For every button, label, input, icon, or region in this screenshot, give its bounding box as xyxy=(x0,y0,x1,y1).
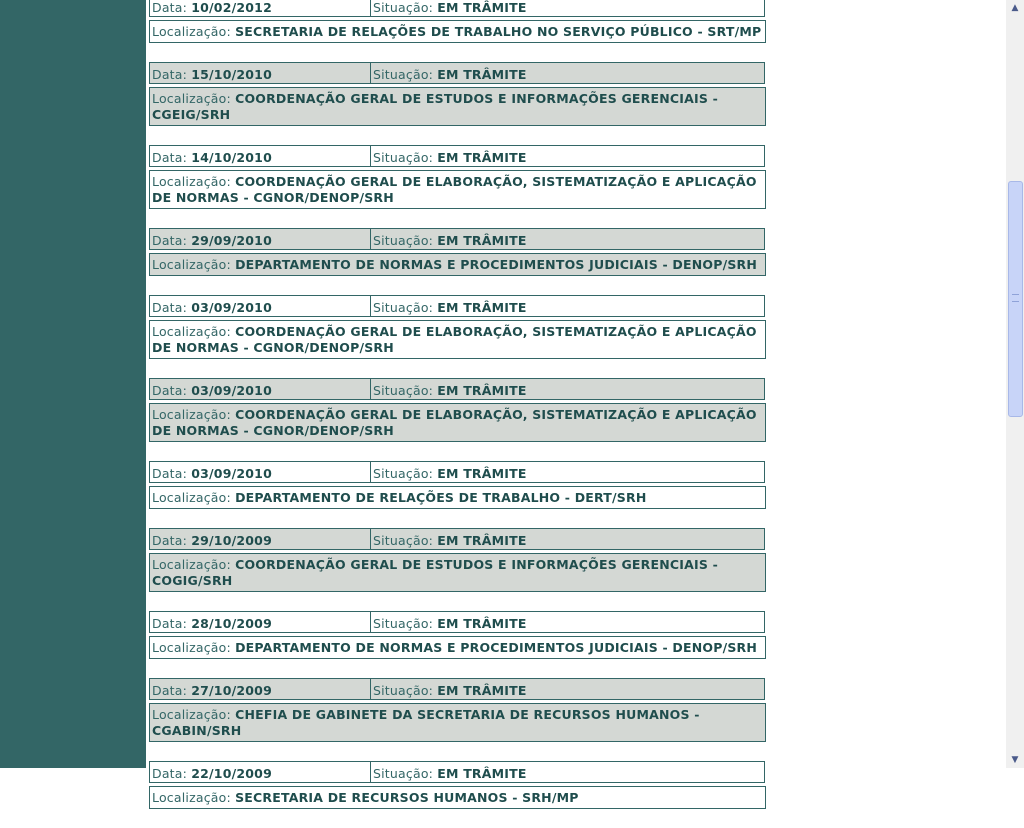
tramitation-record xyxy=(149,62,766,126)
tramitation-record xyxy=(149,145,766,209)
location-cell: Localização: COORDENAÇÃO GERAL DE ELABORAÇÃO, SISTEMATIZAÇÃO E APLICAÇÃO DE NORMAS - CGNOR/DENOP/SRH xyxy=(149,170,766,209)
location-cell: Localização: COORDENAÇÃO GERAL DE ESTUDOS E INFORMAÇÕES GERENCIAIS - CGEIG/SRH xyxy=(149,87,766,126)
vertical-scrollbar[interactable] xyxy=(1006,0,1024,768)
arrow-up-icon[interactable]: ▲ xyxy=(1011,3,1019,13)
location-cell: Localização: COORDENAÇÃO GERAL DE ELABORAÇÃO, SISTEMATIZAÇÃO E APLICAÇÃO DE NORMAS - CGNOR/DENOP/SRH xyxy=(149,320,766,359)
tramitation-record xyxy=(149,611,766,659)
grip-icon xyxy=(1012,294,1019,302)
date-cell: Data: 29/10/2009 xyxy=(149,528,371,550)
tramitation-record xyxy=(149,678,766,742)
date-cell: Data: 27/10/2009 xyxy=(149,678,371,700)
location-cell: Localização: DEPARTAMENTO DE NORMAS E PROCEDIMENTOS JUDICIAIS - DENOP/SRH xyxy=(149,253,766,276)
arrow-down-icon[interactable]: ▼ xyxy=(1011,755,1019,765)
date-cell: Data: 03/09/2010 xyxy=(149,461,371,483)
left-side-panel xyxy=(0,0,146,768)
tramitation-record xyxy=(149,228,766,276)
tramitation-record xyxy=(149,378,766,442)
tramitation-record xyxy=(149,0,766,43)
tramitation-record xyxy=(149,295,766,359)
content-area xyxy=(146,0,1006,805)
location-cell: Localização: DEPARTAMENTO DE RELAÇÕES DE TRABALHO - DERT/SRH xyxy=(149,486,766,509)
location-cell: Localização: COORDENAÇÃO GERAL DE ESTUDOS E INFORMAÇÕES GERENCIAIS - COGIG/SRH xyxy=(149,553,766,592)
status-cell: Situação: EM TRÂMITE xyxy=(370,62,765,84)
date-cell: Data: 15/10/2010 xyxy=(149,62,371,84)
status-cell: Situação: EM TRÂMITE xyxy=(370,761,765,783)
status-cell: Situação: EM TRÂMITE xyxy=(370,145,765,167)
status-cell: Situação: EM TRÂMITE xyxy=(370,611,765,633)
date-cell: Data: 03/09/2010 xyxy=(149,378,371,400)
date-cell: Data: 03/09/2010 xyxy=(149,295,371,317)
location-cell: Localização: COORDENAÇÃO GERAL DE ELABORAÇÃO, SISTEMATIZAÇÃO E APLICAÇÃO DE NORMAS - CGNOR/DENOP/SRH xyxy=(149,403,766,442)
tramitation-history-list xyxy=(149,0,766,828)
date-cell: Data: 29/09/2010 xyxy=(149,228,371,250)
tramitation-record xyxy=(149,461,766,509)
date-cell: Data: 22/10/2009 xyxy=(149,761,371,783)
location-cell: Localização: DEPARTAMENTO DE NORMAS E PROCEDIMENTOS JUDICIAIS - DENOP/SRH xyxy=(149,636,766,659)
tramitation-record xyxy=(149,528,766,592)
location-cell: Localização: SECRETARIA DE RECURSOS HUMANOS - SRH/MP xyxy=(149,786,766,809)
date-cell: Data: 14/10/2010 xyxy=(149,145,371,167)
tramitation-record xyxy=(149,761,766,809)
status-cell: Situação: EM TRÂMITE xyxy=(370,378,765,400)
location-cell: Localização: SECRETARIA DE RELAÇÕES DE TRABALHO NO SERVIÇO PÚBLICO - SRT/MP xyxy=(149,20,766,43)
date-cell: Data: 10/02/2012 xyxy=(149,0,371,17)
scrollbar-thumb[interactable] xyxy=(1008,181,1023,417)
status-cell: Situação: EM TRÂMITE xyxy=(370,461,765,483)
status-cell: Situação: EM TRÂMITE xyxy=(370,678,765,700)
status-cell: Situação: EM TRÂMITE xyxy=(370,295,765,317)
status-cell: Situação: EM TRÂMITE xyxy=(370,228,765,250)
status-cell: Situação: EM TRÂMITE xyxy=(370,528,765,550)
status-cell: Situação: EM TRÂMITE xyxy=(370,0,765,17)
date-cell: Data: 28/10/2009 xyxy=(149,611,371,633)
location-cell: Localização: CHEFIA DE GABINETE DA SECRETARIA DE RECURSOS HUMANOS - CGABIN/SRH xyxy=(149,703,766,742)
